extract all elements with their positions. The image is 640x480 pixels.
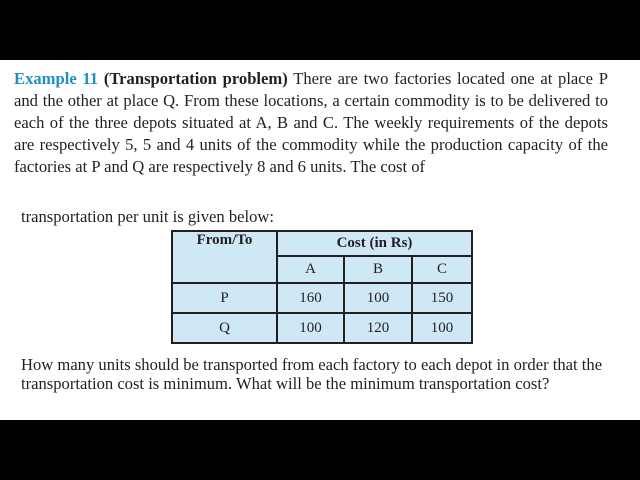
cost-table [171,230,473,344]
depot-b-header: B [344,256,412,283]
cost-p-b-cell: 100 [344,283,412,313]
cost-q-a-cell: 100 [277,313,344,343]
factory-q-cell: Q [172,313,277,343]
question-text: How many units should be transported from each factory to each depot in order that the transportation cost is minimum. What will be the minimum transportation cost? [21,355,603,393]
cost-p-c-cell: 150 [412,283,472,313]
cost-q-c-cell: 100 [412,313,472,343]
example-label: Example 11 [14,69,99,88]
cost-header: Cost (in Rs) [277,231,472,256]
problem-body: There are two factories located one at place P and the other at place Q. From these locations, a certain commodity is to be delivered to each of the three depots situated at A, B and C. The weekly requirements of the depots are respectively 5, 5 and 4 units of the commodity while the production capacity of the factories at P and Q are respectively 8 and 6 units. The cost of [14,69,608,176]
cost-p-a-cell: 160 [277,283,344,313]
depot-a-header: A [277,256,344,283]
table-intro: transportation per unit is given below: [21,207,275,226]
document-page [0,60,640,420]
problem-paragraph [14,68,608,178]
table-row [172,313,472,343]
table-row [172,283,472,313]
depot-c-header: C [412,256,472,283]
problem-title: (Transportation problem) [103,69,288,88]
cost-q-b-cell: 120 [344,313,412,343]
from-to-header: From/To [172,231,277,283]
factory-p-cell: P [172,283,277,313]
